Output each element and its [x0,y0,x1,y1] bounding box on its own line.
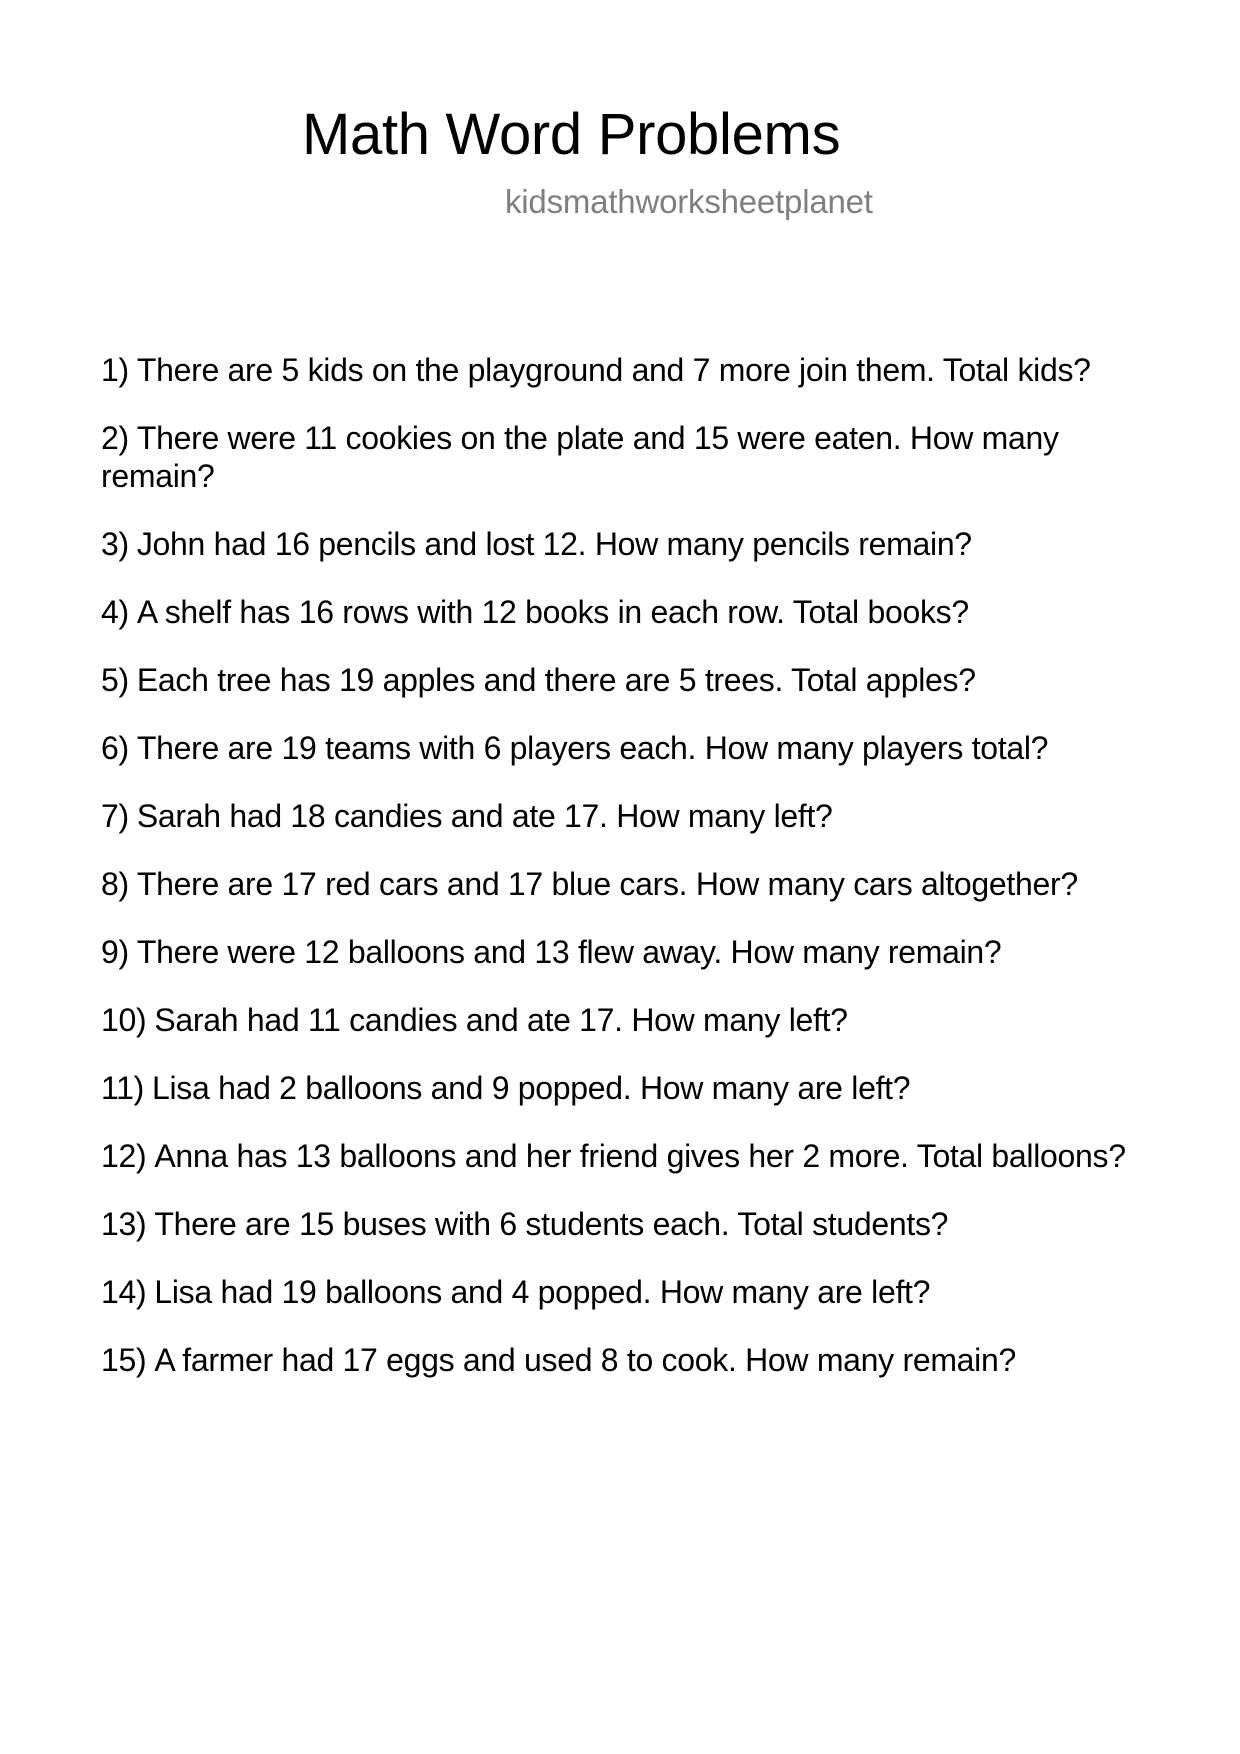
problem-text: There were 11 cookies on the plate and 15 were eaten. How many remain? [101,420,1059,494]
problem-number: 15) [101,1342,147,1378]
problem-item [101,1205,1141,1243]
problem-number: 9) [101,934,129,970]
problem-text: A farmer had 17 eggs and used 8 to cook. How many remain? [154,1342,1016,1378]
problem-item [101,661,1141,699]
problem-item [101,1273,1141,1311]
problem-text: Lisa had 2 balloons and 9 popped. How many are left? [151,1070,911,1106]
problem-item [101,797,1141,835]
problem-item [101,865,1141,903]
problem-item [101,593,1141,631]
problem-item [101,1137,1141,1175]
problem-item [101,419,1141,495]
problem-number: 10) [101,1002,147,1038]
site-credit: kidsmathworksheetplanet [505,183,873,220]
problem-number: 5) [101,662,129,698]
problem-text: There were 12 balloons and 13 flew away. How many remain? [136,934,1002,970]
problem-number: 2) [101,420,129,456]
problem-number: 14) [101,1274,147,1310]
problem-number: 13) [101,1206,147,1242]
problem-text: John had 16 pencils and lost 12. How many pencils remain? [136,526,972,562]
problem-text: There are 19 teams with 6 players each. How many players total? [136,730,1049,766]
problem-text: Anna has 13 balloons and her friend gives her 2 more. Total balloons? [154,1138,1126,1174]
problem-text: Sarah had 18 candies and ate 17. How many left? [136,798,833,834]
problem-text: There are 17 red cars and 17 blue cars. How many cars altogether? [136,866,1078,902]
problem-number: 8) [101,866,129,902]
problem-number: 12) [101,1138,147,1174]
problem-number: 6) [101,730,129,766]
problem-item [101,525,1141,563]
problem-number: 3) [101,526,129,562]
page-title: Math Word Problems [302,102,841,167]
problem-number: 4) [101,594,129,630]
problem-item [101,1001,1141,1039]
problem-number: 7) [101,798,129,834]
problem-text: There are 5 kids on the playground and 7 more join them. Total kids? [136,352,1091,388]
problem-text: A shelf has 16 rows with 12 books in each row. Total books? [136,594,969,630]
problem-item [101,933,1141,971]
problem-item [101,351,1141,389]
problem-list [101,351,1141,1409]
problem-item [101,729,1141,767]
problem-text: There are 15 buses with 6 students each. Total students? [154,1206,949,1242]
problem-number: 11) [101,1070,144,1106]
problem-number: 1) [101,352,129,388]
problem-item [101,1341,1141,1379]
problem-item [101,1069,1141,1107]
problem-text: Lisa had 19 balloons and 4 popped. How many are left? [154,1274,931,1310]
problem-text: Sarah had 11 candies and ate 17. How many left? [154,1002,848,1038]
problem-text: Each tree has 19 apples and there are 5 trees. Total apples? [136,662,976,698]
